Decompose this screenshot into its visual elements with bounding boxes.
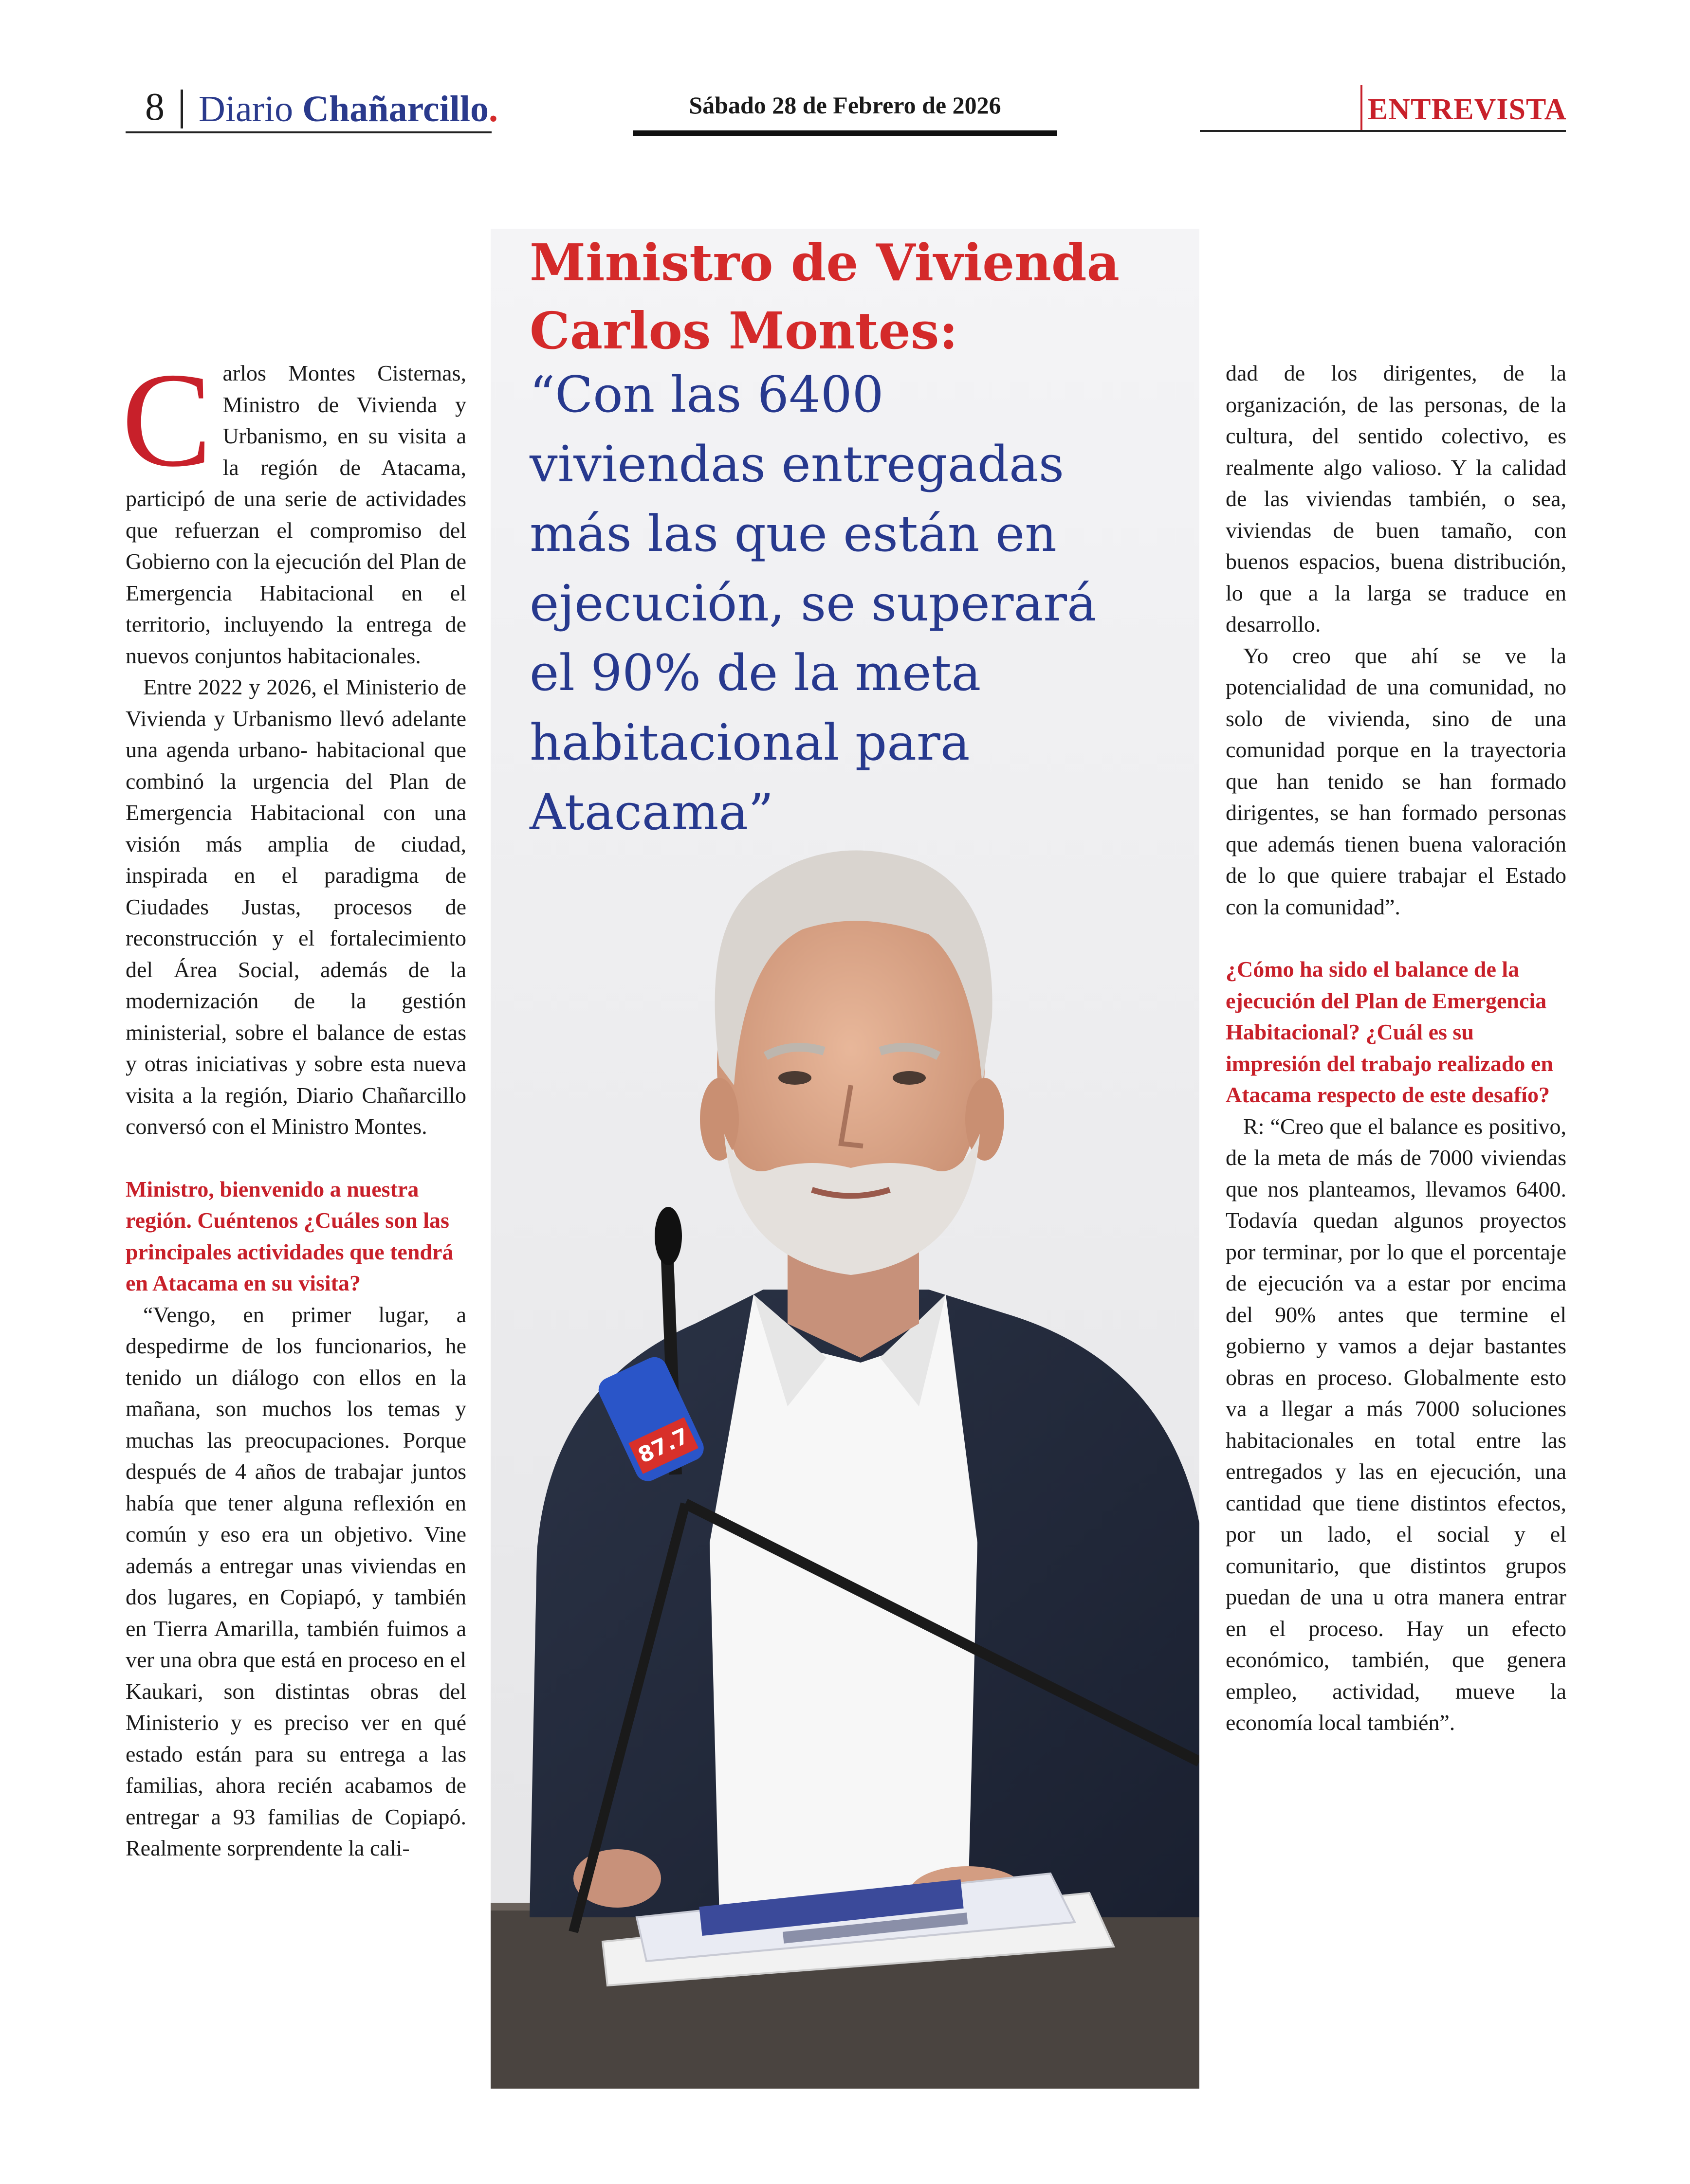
article-column-right bbox=[1226, 358, 1566, 1739]
interview-answer: R: “Creo que el balance es positivo, de la meta de más de 7000 viviendas que nos planteamos, llevamos 6400. Todavía quedan algunos proyectos por terminar, por lo que el porcentaje de ejecución va a estar por encima del 90% antes que termine el gobierno y vamos a dejar bastantes obras en proceso. Globalmente esto va a llegar a más 7000 soluciones habitacionales en total entre las entregados y las en ejecución, una cantidad que tiene distintos efectos, por un lado, el social y el comunitario, que distintos grupos puedan de una u otra manera entrar en el proceso. Hay un efecto económico, también, que genera empleo, actividad, mueve la economía local también”. bbox=[1226, 1113, 1566, 1735]
headline-quote-line: viviendas entregadas bbox=[530, 436, 1065, 493]
header-left bbox=[126, 83, 498, 133]
headline-quote-line: el 90% de la meta bbox=[530, 644, 981, 702]
header-divider bbox=[181, 90, 183, 128]
headline-quote-line: habitacional para bbox=[530, 714, 970, 772]
headline-quote-line: ejecución, se superará bbox=[530, 575, 1097, 633]
page-number: 8 bbox=[145, 86, 165, 128]
article-column-left bbox=[122, 345, 466, 1864]
intro-paragraph bbox=[122, 345, 466, 672]
section-label: ENTREVISTA bbox=[1368, 93, 1567, 126]
intro-text: arlos Montes Cisternas, Ministro de Vivienda y Urbanismo, en su visita a la región de Atacama, participó de una serie de actividades que refuerzan el compromiso del Gobierno con la ejecución del Plan de Emergencia Habitacional en el territorio, incluyendo la entrega de nuevos conjuntos habitacionales. bbox=[126, 361, 466, 668]
issue-date: Sábado 28 de Febrero de 2026 bbox=[633, 91, 1057, 136]
headline-quote-line: “Con las 6400 bbox=[530, 366, 884, 424]
newspaper-name-dot: . bbox=[489, 89, 498, 129]
body-paragraph: dad de los dirigentes, de la organización, de las personas, de la cultura, del sentido colectivo, es realmente algo valioso. Y la calidad de las viviendas también, o sea, viviendas de buen tamaño, con buenos espacios, buena distribución, lo que a la larga se traduce en desarrollo. bbox=[1226, 361, 1566, 637]
interview-answer: “Vengo, en primer lugar, a despedirme de los funcionarios, he tenido un diálogo con ellos en la mañana, son muchos los temas y muchas las preocupaciones. Porque después de 4 años de trabajar juntos había que tener alguna reflexión en común y eso era un objetivo. Vine además a entregar unas viviendas en dos lugares, en Copiapó, y también en Tierra Amarilla, también fuimos a ver una obra que está en proceso en el Kaukari, son distintas obras del Ministerio y es preciso ver en qué estado están para su entrega a las familias, ahora recién acabamos de entregar a 93 familias de Copiapó. Realmente sorprendente la cali- bbox=[126, 1302, 466, 1860]
headline-quote bbox=[530, 360, 1192, 847]
newspaper-name-plain: Diario bbox=[199, 89, 303, 129]
drop-cap: C bbox=[122, 345, 212, 495]
headline-title-line: Carlos Montes: bbox=[530, 301, 958, 361]
shirt bbox=[710, 1294, 977, 1917]
headline-title-line: Ministro de Vivienda bbox=[530, 233, 1120, 292]
minister-photo bbox=[491, 229, 1199, 2089]
interview-question: ¿Cómo ha sido el balance de la ejecución del Plan de Emergencia Habitacional? ¿Cuál es su impresión del trabajo realizado en Atacama respecto de este desafío? bbox=[1226, 957, 1553, 1107]
svg-text:87.7: 87.7 bbox=[634, 1423, 693, 1469]
section-divider bbox=[1360, 85, 1362, 130]
headline-quote-line: más las que están en bbox=[530, 505, 1057, 563]
body-paragraph: Entre 2022 y 2026, el Ministerio de Vivienda y Urbanismo llevó adelante una agenda urbano- habitacional que combinó la urgencia del Plan de Emergencia Habitacional con una visión más amplia de ciudad, inspirada en el paradigma de Ciudades Justas, procesos de reconstrucción y el fortalecimiento del Área Social, además de la modernización de la gestión ministerial, sobre el balance de estas y otras iniciativas y sobre esta nueva visita a la región, Diario Chañarcillo conversó con el Ministro Montes. bbox=[126, 674, 466, 1139]
newspaper-name-bold: Chañarcillo bbox=[302, 89, 489, 129]
header-right bbox=[1200, 85, 1566, 132]
interview-question: Ministro, bienvenido a nuestra región. Cuéntenos ¿Cuáles son las principales actividades que tendrá en Atacama en su visita? bbox=[126, 1176, 454, 1295]
headline-quote-line: Atacama” bbox=[530, 783, 774, 841]
headline-title bbox=[530, 229, 1177, 365]
body-paragraph: Yo creo que ahí se ve la potencialidad de una comunidad, no solo de vivienda, sino de una comunidad porque en la trayectoria que han tenido se han formado dirigentes, se han formado personas que además tienen buena valoración de lo que quiere trabajar el Estado con la comunidad”. bbox=[1226, 643, 1566, 919]
newspaper-name bbox=[199, 90, 498, 128]
